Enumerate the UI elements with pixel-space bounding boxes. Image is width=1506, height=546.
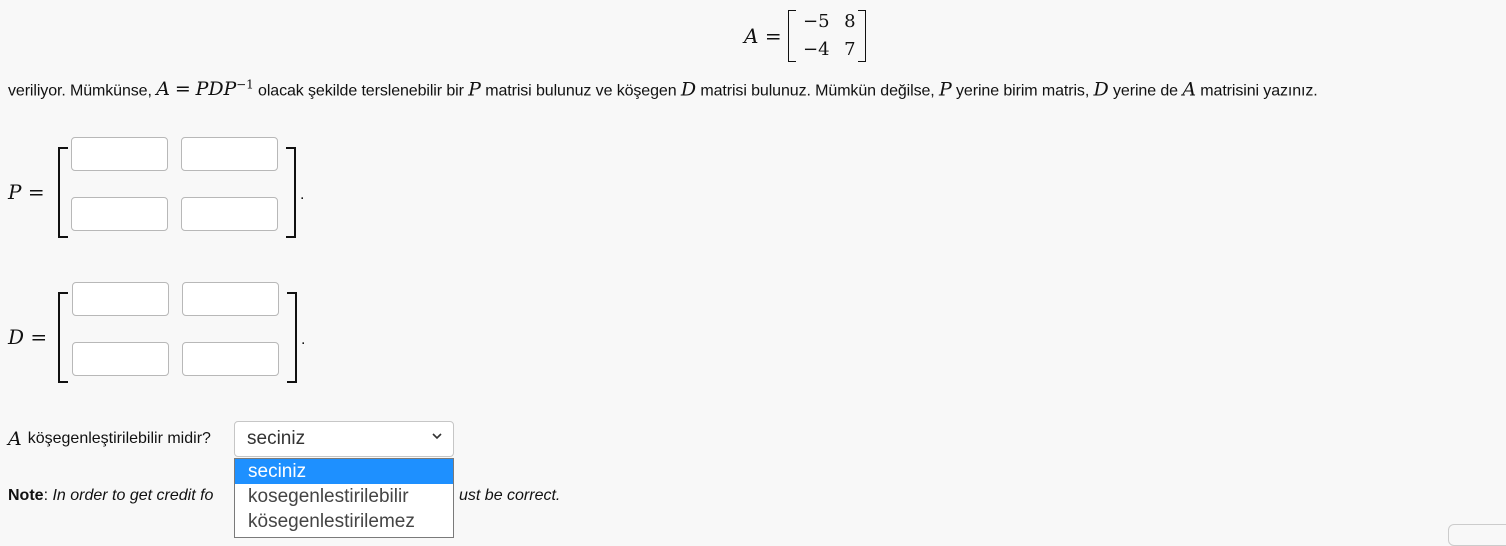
question-a: A bbox=[8, 428, 22, 450]
period: . bbox=[301, 331, 306, 348]
question-text: köşegenleştirilebilir midir? bbox=[27, 430, 211, 447]
matrix-d-label: D = bbox=[8, 325, 48, 349]
matrix-a-entry: −5 bbox=[803, 11, 830, 32]
note-label: Note bbox=[8, 487, 44, 504]
matrix-d-input[interactable] bbox=[72, 342, 169, 376]
select-value: seciniz bbox=[247, 428, 306, 449]
select-option[interactable]: seciniz bbox=[235, 459, 453, 484]
left-bracket bbox=[788, 10, 796, 62]
equals-sign: = bbox=[764, 24, 782, 48]
matrix-p-input[interactable] bbox=[71, 197, 168, 231]
partial-button[interactable] bbox=[1448, 524, 1506, 546]
matrix-p-label: P = bbox=[8, 180, 45, 204]
matrix-d-left-bracket bbox=[58, 292, 68, 383]
matrix-d-input[interactable] bbox=[182, 342, 279, 376]
matrix-p-input[interactable] bbox=[181, 197, 278, 231]
select-dropdown-list bbox=[234, 458, 454, 538]
chevron-down-icon bbox=[431, 430, 443, 442]
note-text-right: ust be correct. bbox=[459, 487, 561, 504]
select-option[interactable]: kösegenlestirilemez bbox=[248, 511, 415, 532]
matrix-p-input[interactable] bbox=[181, 137, 278, 171]
diagonalizable-question bbox=[8, 428, 211, 450]
matrix-a-equation bbox=[744, 8, 866, 64]
matrix-d-input[interactable] bbox=[72, 282, 169, 316]
matrix-a-label: A bbox=[744, 24, 759, 48]
right-bracket bbox=[858, 10, 866, 62]
problem-statement: veriliyor. Mümkünse, $A = PDP^{-1}$ olacak şekilde terslenebilir bir P matrisi bulunuz ve köşegen D matrisi bulunuz. Mümkün değilse, P yerine birim matris, D yerine de A matrisini yazınız. bbox=[8, 78, 1318, 101]
matrix-a bbox=[788, 10, 866, 62]
matrix-a-entry: 8 bbox=[844, 11, 856, 32]
matrix-a-entry: 7 bbox=[844, 39, 856, 60]
diagonalizable-select[interactable] bbox=[234, 421, 454, 457]
matrix-a-entry: −4 bbox=[803, 39, 830, 60]
matrix-d-input[interactable] bbox=[182, 282, 279, 316]
select-option[interactable]: kosegenlestirilebilir bbox=[248, 486, 409, 507]
matrix-p-input[interactable] bbox=[71, 137, 168, 171]
period: . bbox=[300, 186, 305, 203]
matrix-d-right-bracket bbox=[287, 292, 297, 383]
note: Note: In order to get credit fo bbox=[8, 487, 214, 504]
note-text-left: In order to get credit fo bbox=[52, 487, 214, 504]
matrix-p-left-bracket bbox=[58, 147, 68, 238]
matrix-p-right-bracket bbox=[286, 147, 296, 238]
